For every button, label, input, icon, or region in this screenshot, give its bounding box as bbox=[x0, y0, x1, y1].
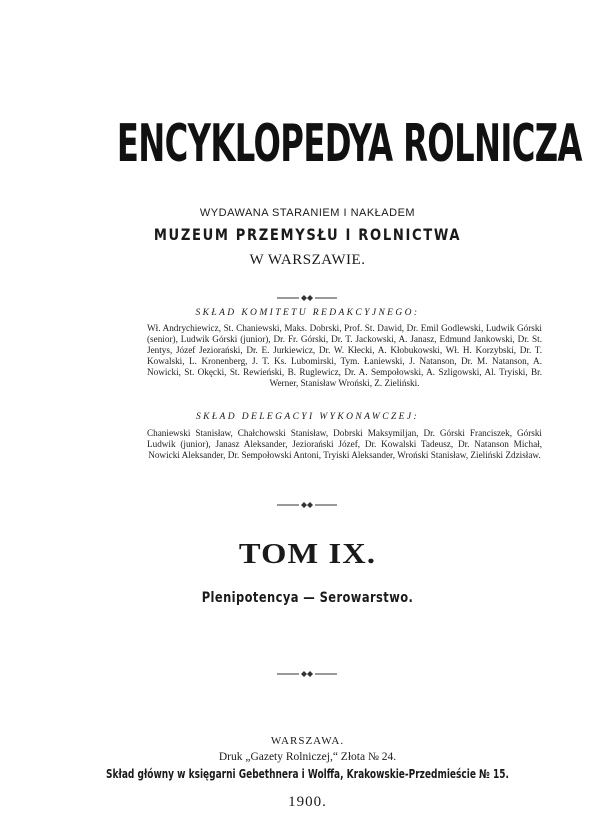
volume-number: TOM IX. bbox=[238, 538, 377, 570]
imprint-shop: Skład główny w księgarni Gebethnera i Wolffa, Krakowskie-Przedmieście № 15. bbox=[106, 767, 509, 781]
publisher-city: W WARSZAWIE. bbox=[249, 252, 366, 268]
publisher-line: WYDAWANA STARANIEM I NAKŁADEM bbox=[199, 207, 416, 219]
imprint-year: 1900. bbox=[288, 794, 327, 810]
ornament-divider-icon bbox=[277, 669, 337, 679]
ornament-divider-icon bbox=[277, 293, 337, 303]
publisher-name: MUZEUM PRZEMYSŁU I ROLNICTWA bbox=[153, 225, 462, 244]
imprint-city: WARSZAWA. bbox=[270, 735, 345, 747]
delegation-heading: SKŁAD DELEGACYI WYKONAWCZEJ: bbox=[195, 412, 420, 422]
imprint-printer: Druk „Gazety Rolniczej,“ Złota № 24. bbox=[218, 751, 397, 763]
book-title: ENCYKLOPEDYA ROLNICZA bbox=[116, 114, 582, 174]
ornament-divider-icon bbox=[277, 500, 337, 510]
delegation-members: Chaniewski Stanisław, Chałchowski Stanisław, Dobrski Maksymiljan, Dr. Górski Franciszek, Górski Ludwik (junior), Janasz Aleksander, Jeziorański Józef, Dr. Kowalski Tadeusz, Dr. Natanson Michał, Nowicki Aleksander, Dr. Sempołowski Antoni, Tryiski Aleksander, Wroński Stanisław, Zieliński Zdzisław. bbox=[147, 428, 542, 460]
committee-heading: SKŁAD KOMITETU REDAKCYJNEGO: bbox=[195, 308, 420, 318]
volume-range: Plenipotencya — Serowarstwo. bbox=[201, 590, 414, 606]
committee-members: Wł. Andrychiewicz, St. Chaniewski, Maks. Dobrski, Prof. St. Dawid, Dr. Emil Godlewski, Ludwik Górski (senior), Ludwik Górski (junior), Dr. Fr. Górski, Dr. T. Jackowski, A. Janasz, Edmund Jankowski, Dr. St. Jentys, Józef Jeziorański, Dr. E. Jurkiewicz, Dr. W. Kłecki, A. Kłobukowski, Wł. H. Korzybski, Dr. T. Kowalski, L. Kronenberg, J. T. Ks. Lubomirski, Tym. Łaniewski, J. Natanson, Dr. M. Natanson, A. Nowicki, St. Okęcki, St. Rewieński, B. Ruglewicz, Dr. A. Sempołowski, A. Szligowski, Al. Tryiski, Br. Werner, Stanisław Wroński, Z. Zieliński. bbox=[147, 323, 542, 388]
